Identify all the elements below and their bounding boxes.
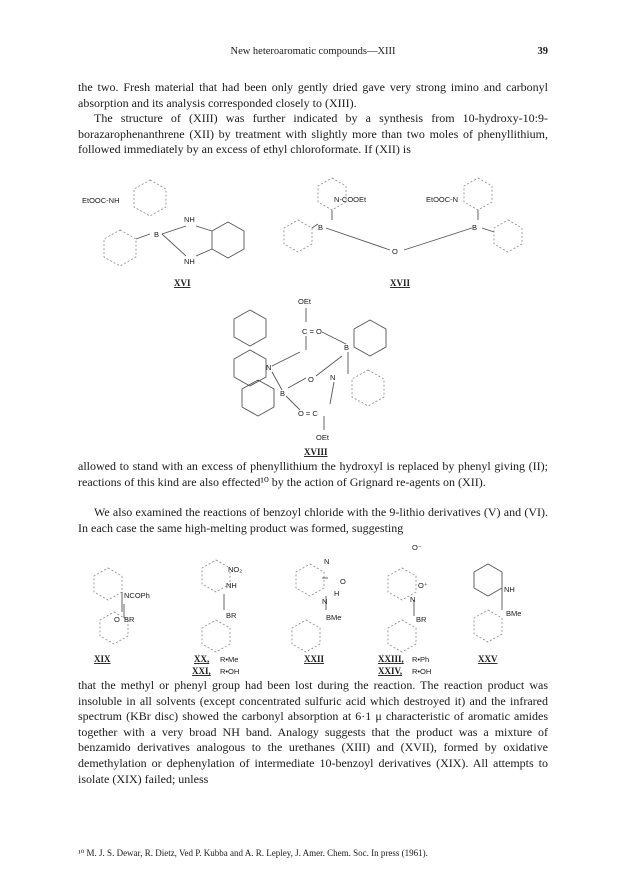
label-n-22b: N	[322, 597, 328, 606]
label-nh-bottom: NH	[184, 257, 195, 266]
compound-number-xvi: XVI	[174, 278, 191, 288]
structure-xxiii-xxiv	[378, 543, 431, 676]
structure-xxv	[474, 564, 521, 664]
compound-number-xxiii: XXIII,	[378, 654, 404, 664]
label-n-right: N	[330, 373, 336, 382]
label-nh-25: NH	[504, 585, 515, 594]
label-b-bottom: B	[280, 389, 286, 398]
structure-xvi	[82, 180, 244, 288]
bond-xviii-7	[288, 378, 306, 388]
footnote: ¹⁰ M. J. S. Dewar, R. Dietz, Ved P. Kubba and A. R. Lepley, J. Amer. Chem. Soc. In press (1961).	[78, 848, 428, 858]
bond-xvii-6	[482, 228, 494, 232]
bond-xviii-10	[330, 382, 334, 404]
ring-xix-top	[94, 568, 122, 600]
compound-number-xix: XIX	[94, 654, 111, 664]
ring-xvi-right	[212, 222, 244, 258]
ring-xvi-top	[134, 180, 166, 216]
running-title: New heteroaromatic compounds—XIII	[230, 46, 396, 57]
label-b-top: B	[344, 343, 350, 352]
label-bme-22: BMe	[326, 613, 342, 622]
ring-xviii-mid-left	[234, 350, 266, 386]
label-oet-bottom: OEt	[316, 433, 329, 442]
figure-xix-xxv	[78, 538, 548, 676]
ring-xvii-d	[494, 220, 522, 252]
label-n-23: N	[410, 595, 416, 604]
ring-xxv-bottom	[474, 610, 502, 642]
bond-xvii-3	[326, 228, 390, 250]
label-br-19: BR	[124, 615, 135, 624]
bond-xvii-4	[404, 228, 472, 250]
bond-xviii-4	[322, 332, 346, 344]
label-h-22: H	[334, 589, 340, 598]
structure-xx-xxi	[192, 560, 242, 676]
label-ncoph: NCOPh	[124, 591, 150, 600]
figure-xvi-xvii	[78, 172, 548, 292]
bond-xvi-3	[162, 234, 186, 256]
page-number: 39	[537, 46, 548, 57]
label-c-eq-o: C = O	[302, 327, 322, 336]
paragraph-2: The structure of (XIII) was further indicated by a synthesis from 10-hydroxy-10:9-borazarophenanthrene (XII) by treatment with slightly more than two moles of phenyllithium, followed immediately by an excess of ethyl chloroformate. If (XII) is	[78, 111, 548, 157]
figure-xviii	[78, 292, 548, 444]
label-etooc-nh: EtOOC-NH	[82, 196, 120, 205]
structure-xxii	[292, 557, 346, 664]
label-b-mid: B	[318, 223, 324, 232]
label-nh-top: NH	[184, 215, 195, 224]
substituent-xxiii: R•Ph	[412, 655, 430, 664]
label-br-20: BR	[226, 611, 237, 620]
running-header	[78, 46, 548, 62]
compound-number-xxv: XXV	[478, 654, 498, 664]
ring-xxiii-bottom	[388, 620, 416, 652]
compound-number-xxii: XXII	[304, 654, 325, 664]
label-etooc-n: EtOOC-N	[426, 195, 459, 204]
label-n-left: N	[266, 363, 272, 372]
paragraph-4: We also examined the reactions of benzoyl chloride with the 9-lithio derivatives (V) and (VI). In each case the same high-melting product was formed, suggesting	[78, 505, 548, 535]
ring-xvii-b	[284, 220, 312, 252]
figure-xviii-caption	[78, 444, 548, 458]
compound-number-xvii: XVII	[390, 278, 411, 288]
label-o-plus-23: O⁺	[418, 581, 428, 590]
bond-xvi-2	[162, 226, 186, 234]
label-o-eq-c: O = C	[298, 409, 318, 418]
ring-xviii-top-right	[354, 320, 386, 356]
ring-xxii-top	[296, 564, 324, 596]
label-no2: NO₂	[228, 565, 243, 574]
structure-xviii	[234, 297, 386, 442]
label-nh-20: NH	[226, 581, 237, 590]
ring-xxv-top	[474, 564, 502, 596]
label-o-center: O	[308, 375, 314, 384]
ring-xx-bottom	[202, 620, 230, 652]
bond-xviii-8	[316, 356, 342, 376]
paragraph-3: allowed to stand with an excess of phenyllithium the hydroxyl is replaced by phenyl giving (II); reactions of this kind are also effected¹⁰ by the action of Grignard re-agents on (XII).	[78, 459, 548, 489]
bond-xvi-1	[136, 234, 150, 239]
ring-xvii-c	[464, 178, 492, 210]
label-bme-25: BMe	[506, 609, 522, 618]
ring-xvi-left	[104, 230, 136, 266]
bond-xviii-3	[272, 352, 300, 366]
ring-xviii-bottom-right	[352, 370, 384, 406]
compound-number-xxiv: XXIV,	[378, 666, 403, 676]
ring-xxii-bottom	[292, 620, 320, 652]
bond-xviii-9	[286, 396, 300, 410]
label-o-mid: O	[392, 247, 398, 256]
label-o-minus: O⁻	[412, 543, 422, 552]
compound-number-xxi: XXI,	[192, 666, 211, 676]
label-br-23: BR	[416, 615, 427, 624]
compound-number-xx: XX,	[194, 654, 210, 664]
paragraph-1: the two. Fresh material that had been only gently dried gave very strong imino and carbonyl absorption and its analysis corresponded closely to (XIII).	[78, 80, 548, 110]
compound-number-xviii: XVIII	[304, 447, 328, 457]
label-oet-top: OEt	[298, 297, 311, 306]
ring-xvii-a	[318, 178, 346, 210]
substituent-xx: R•Me	[220, 655, 239, 664]
label-b-left: B	[154, 230, 160, 239]
label-o-carbonyl: O	[114, 615, 120, 624]
paragraph-5: that the methyl or phenyl group had been lost during the reaction. The reaction product was insoluble in all solvents (except concentrated sulfuric acid which destroyed it) and the infrared spectrum (KBr disc) showed the carbonyl absorption at 6·1 μ characteristic of aromatic amides together with a very broad NH band. Analogy suggests that the product was a mixture of benzamido derivatives analogous to the urethanes (XIII) and (XVII), formed by oxidative demethylation or dephenylation of intermediate 10-benzoyl derivatives (XIX). All attempts to isolate (XIX) failed; unless	[78, 678, 548, 786]
label-n-22: N	[324, 557, 330, 566]
structure-xix	[94, 568, 150, 664]
ring-xviii-top-left	[234, 310, 266, 346]
bond-xvi-4	[196, 226, 212, 231]
label-n-cooet: N-COOEt	[334, 195, 367, 204]
substituent-xxi: R•OH	[220, 667, 240, 676]
bond-xviii-5	[272, 372, 282, 390]
substituent-xxiv: R•OH	[412, 667, 432, 676]
structure-xvii	[284, 178, 522, 288]
label-o-22: O	[340, 577, 346, 586]
ring-xviii-bottom-left	[242, 380, 274, 416]
label-b-right: B	[472, 223, 478, 232]
bond-xvi-5	[196, 249, 212, 256]
